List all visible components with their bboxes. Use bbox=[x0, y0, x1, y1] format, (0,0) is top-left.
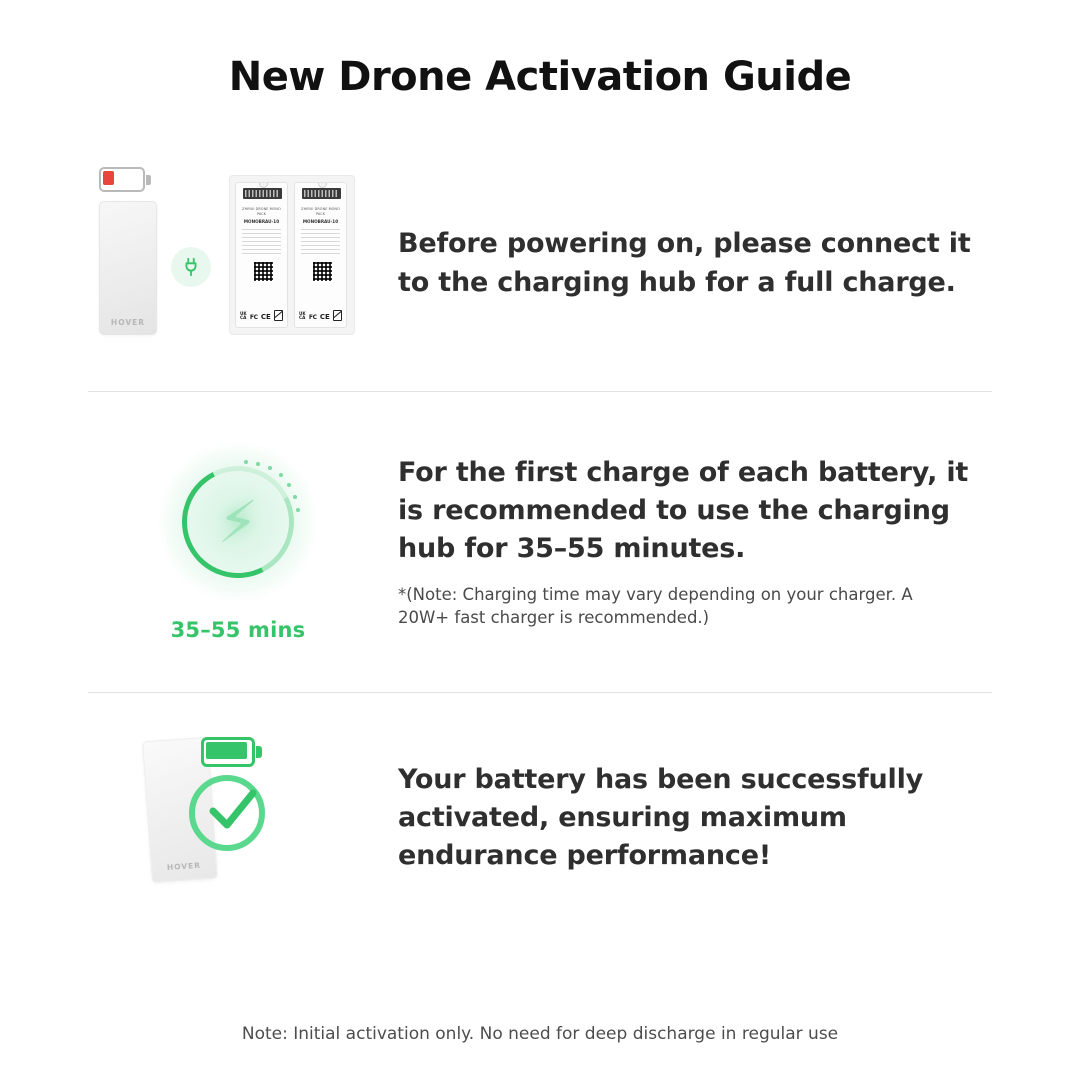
charging-glow bbox=[158, 442, 318, 602]
qr-code-icon bbox=[253, 261, 274, 282]
step-first-charge-duration bbox=[0, 392, 1080, 692]
step-headline: Your battery has been successfully activated, ensuring maximum endurance performance! bbox=[398, 763, 924, 872]
step-headline: Before powering on, please connect it to the charging hub for a full charge. bbox=[398, 228, 971, 298]
pack-caption: ZHIRUI DRONE MONO PACK bbox=[301, 206, 340, 216]
check-mark-icon bbox=[203, 781, 261, 839]
steps-list bbox=[0, 136, 1080, 943]
duration-label: 35–55 mins bbox=[170, 618, 306, 642]
qr-code-icon bbox=[312, 261, 333, 282]
step-headline: For the first charge of each battery, it is recommended to use the charging hub for 35–55 minutes. bbox=[398, 456, 969, 565]
plug-icon bbox=[171, 247, 211, 287]
step-subnote: *(Note: Charging time may vary depending on your charger. A 20W+ fast charger is recommended.) bbox=[398, 584, 913, 628]
battery-pack: ZHIRUI DRONE MONO PACK MONOBRAU-10 UK CA FC CE bbox=[294, 182, 347, 328]
step-activation-complete bbox=[0, 693, 1080, 943]
hub-brand-label: HOVER bbox=[166, 860, 202, 873]
low-battery-icon bbox=[99, 167, 153, 194]
hub-brand-label: HOVER bbox=[110, 317, 146, 327]
pack-model: MONOBRAU-10 bbox=[243, 218, 280, 224]
lightning-bolt-icon: ⚡ bbox=[217, 488, 259, 556]
step-2-illustration bbox=[88, 427, 388, 657]
pack-caption: ZHIRUI DRONE MONO PACK bbox=[242, 206, 281, 216]
step-1-illustration bbox=[88, 159, 388, 369]
charging-hub-device bbox=[99, 201, 157, 335]
step-3-text bbox=[388, 761, 992, 876]
step-2-text bbox=[388, 454, 992, 631]
page-title: New Drone Activation Guide bbox=[228, 54, 852, 100]
step-charge-before-power-on bbox=[0, 136, 1080, 391]
battery-packs-tray bbox=[229, 175, 355, 335]
step-1-text bbox=[388, 225, 992, 302]
full-battery-icon bbox=[201, 737, 263, 769]
step-3-illustration bbox=[88, 723, 388, 913]
pack-model: MONOBRAU-10 bbox=[302, 218, 339, 224]
footer-note: Note: Initial activation only. No need for deep discharge in regular use bbox=[241, 1024, 839, 1044]
battery-pack: ZHIRUI DRONE MONO PACK MONOBRAU-10 UK CA FC CE bbox=[235, 182, 288, 328]
